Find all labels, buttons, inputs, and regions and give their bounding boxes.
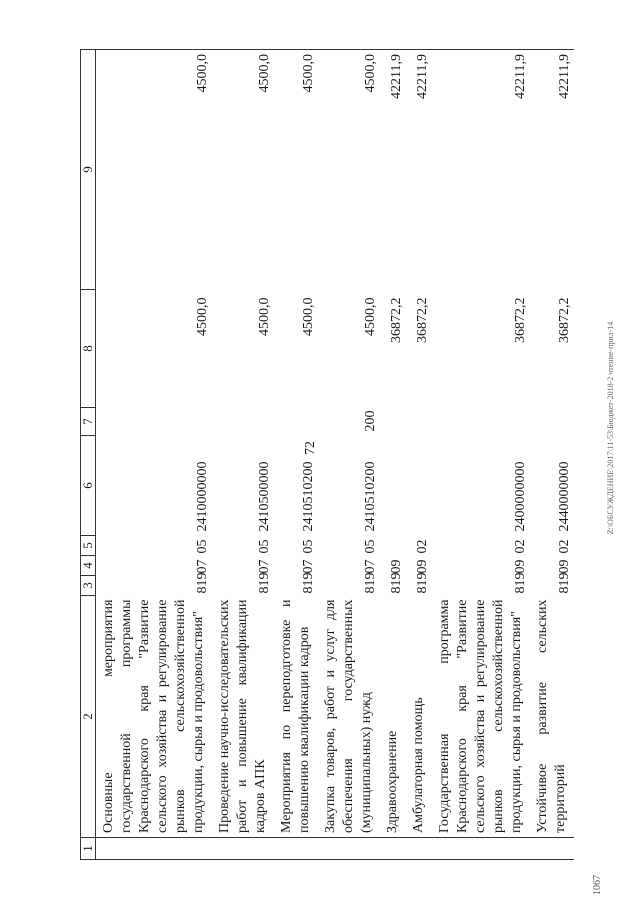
rotated-budget-table [80,50,590,860]
target-code-cell: 2400000000 [513,461,528,532]
table-row [406,50,432,860]
subsection-code-cell: 02 [557,539,572,554]
side-page-number: 1067 [592,875,603,895]
page-number: 72 [303,441,318,455]
ministry-code-cell: 819 [415,572,430,594]
column-number: 4 [81,556,96,576]
table-row [212,50,274,860]
table-row [318,50,380,860]
column-number: 6 [81,436,96,536]
amount-cell: 4500,0 [363,297,378,336]
column-number: 1 [81,838,96,860]
item-name-cell: Амбулаторная помощь [411,697,426,833]
section-code-cell: 07 [195,559,210,574]
ministry-code-cell: 819 [363,572,378,594]
target-code-cell: 2440000000 [557,461,572,532]
amount-cell: 36872,2 [513,297,528,343]
expense-type-cell [432,408,530,436]
expense-type-cell [212,408,274,436]
amount-cell: 42211,9 [432,50,530,290]
section-code-cell: 09 [513,559,528,574]
column-number: 5 [81,536,96,556]
row-index-cell [530,838,574,860]
item-name-cell: Закупка товаров, работ и услуг для обеспечения государственных (муниципальных) нужд [323,599,374,833]
table-header-row [81,50,96,860]
expense-type-cell [530,408,574,436]
ministry-code-cell: 819 [301,572,316,594]
row-index-cell [380,838,406,860]
amount-cell: 4500,0 [274,50,318,290]
item-name-cell: Мероприятия по переподготовке и повышению квалификации кадров [279,599,312,833]
section-code-cell: 09 [415,559,430,574]
amount-cell: 4500,0 [318,50,380,290]
budget-table [80,49,574,860]
ministry-code-cell: 819 [513,572,528,594]
expense-type-cell [406,408,432,436]
row-index-cell [96,838,213,860]
row-index-cell [318,838,380,860]
column-number: 8 [81,290,96,408]
column-number: 2 [81,596,96,838]
section-code-cell: 07 [363,559,378,574]
subsection-code-cell: 05 [257,539,272,554]
ministry-code-cell: 819 [557,572,572,594]
section-code-cell: 09 [557,559,572,574]
column-number: 9 [81,50,96,290]
item-name-cell: Государственная программа Краснодарского края "Развитие сельского хозяйства и регулирование рынков сельскохозяйственной продукции, сырья и продовольствия" [437,599,524,833]
expense-type-cell: 200 [363,410,378,432]
subsection-code-cell: 02 [513,539,528,554]
row-index-cell [406,838,432,860]
expense-type-cell [274,408,318,436]
subsection-code-cell: 05 [195,539,210,554]
subsection-code-cell: 05 [301,539,316,554]
column-number: 3 [81,576,96,596]
subsection-code-cell: 05 [363,539,378,554]
expense-type-cell [96,408,213,436]
target-code-cell: 2410000000 [195,461,210,532]
amount-cell: 42211,9 [406,50,432,290]
amount-cell: 4500,0 [257,297,272,336]
amount-cell: 4500,0 [96,50,213,290]
target-code-cell [406,436,432,536]
table-row [380,50,406,860]
subsection-code-cell: 02 [415,539,430,554]
footer-file-path: Z:\ОБСУЖДЕНИЕ\2017\11-53\Бюджет-2018-2 чтение-прил-14 [606,321,615,535]
amount-cell: 4500,0 [301,297,316,336]
column-number: 7 [81,408,96,436]
amount-cell: 4500,0 [212,50,274,290]
amount-cell: 42211,9 [530,50,574,290]
item-name-cell: Здравоохранение [385,730,400,833]
ministry-code-cell: 819 [257,572,272,594]
target-code-cell: 2410510200 [301,461,316,532]
section-code-cell: 07 [257,559,272,574]
table-row [432,50,530,860]
item-name-cell: Основные мероприятия государственной программы Краснодарского края "Развитие сельского хозяйства и регулирование рынков сельскохозяйственной продукции, сырья и продовольствия" [101,599,206,833]
amount-cell: 4500,0 [195,297,210,336]
table-row [274,50,318,860]
table-row [530,50,574,860]
row-index-cell [212,838,274,860]
item-name-cell: Устойчивое развитие сельских территорий [535,599,568,833]
target-code-cell: 2410500000 [257,461,272,532]
subsection-code-cell [380,536,406,556]
amount-cell: 36872,2 [415,297,430,343]
section-code-cell: 09 [389,559,404,574]
section-code-cell: 07 [301,559,316,574]
table-row [96,50,213,860]
target-code-cell [380,436,406,536]
target-code-cell: 2410510200 [363,461,378,532]
amount-cell: 36872,2 [557,297,572,343]
amount-cell: 42211,9 [380,50,406,290]
ministry-code-cell: 819 [195,572,210,594]
amount-cell: 36872,2 [389,297,404,343]
row-index-cell [274,838,318,860]
item-name-cell: Проведение научно-исследовательских работ и повышение квалификации кадров АПК [217,599,268,833]
row-index-cell [432,838,530,860]
expense-type-cell [380,408,406,436]
ministry-code-cell: 819 [389,572,404,594]
